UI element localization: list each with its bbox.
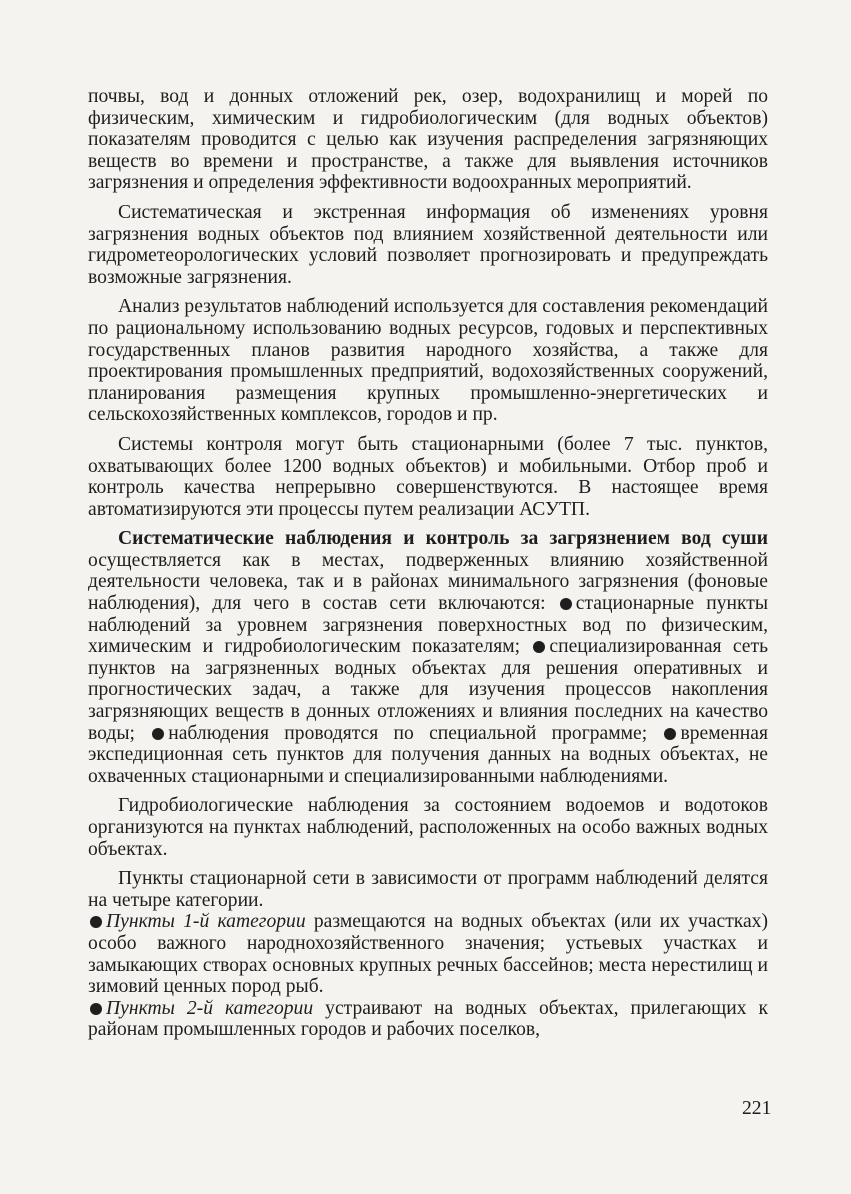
body-text: [88, 86, 768, 1041]
bullet-icon: [664, 728, 676, 740]
text-span: стационарные пункты наблюдений за уровнем загрязнения поверхностных вод по физическим, химическим и гидробиологическим показателям;: [88, 593, 768, 658]
text-span: осуществляется как в местах, подверженных влиянию хозяйственной деятельности человека, так и в районах минимального загрязнения (фоновые наблюдения), для чего в состав сети включаются:: [88, 549, 768, 615]
paragraph-9: [88, 998, 768, 1041]
paragraph-6: Гидробиологические наблюдения за состоянием водоемов и водотоков организуются на пунктах наблюдений, расположенных на особо важных водных объектах.: [88, 795, 768, 860]
bullet-icon: [533, 641, 545, 653]
paragraph-3: Анализ результатов наблюдений используется для составления рекомендаций по рациональному использованию водных ресурсов, годовых и перспективных государственных планов развития народного хозяйства, а также для проектирования промышленных предприятий, водохозяйственных сооружений, планирования размещения крупных промышленно-энергетических и сельскохозяйственных комплексов, городов и пр.: [88, 296, 768, 426]
text-span: наблюдения проводятся по специальной программе;: [168, 722, 663, 744]
paragraph-2: Систематическая и экстренная информация об изменениях уровня загрязнения водных объектов под влиянием хозяйственной деятельности или гидрометеорологических условий позволяет прогнозировать и предупреждать возможные загрязнения.: [88, 201, 768, 288]
text-span: специализированная сеть пунктов на загрязненных водных объектах для решения оперативных и прогностических задач, а также для изучения процессов накопления загрязняющих веществ в донных отложениях и влияния последних на качество воды;: [88, 636, 769, 744]
bullet-icon: [90, 1003, 102, 1015]
category-label: Пункты 1-й категории: [106, 911, 306, 933]
bullet-icon: [90, 916, 102, 928]
text-span: устраивают на водных объектах, прилегающих к районам промышленных городов и рабочих поселков,: [88, 997, 769, 1041]
paragraph-4: Системы контроля могут быть стационарными (более 7 тыс. пунктов, охватывающих более 1200 водных объектов) и мобильными. Отбор проб и контроль качества непрерывно совершенствуются. В настоящее время автоматизируются эти процессы путем реализации АСУТП.: [88, 433, 768, 520]
bullet-icon: [560, 598, 572, 610]
paragraph-1: почвы, вод и донных отложений рек, озер, водохранилищ и морей по физическим, химическим и гидробиологическим (для водных объектов) показателям проводится с целью как изучения распределения загрязняющих веществ во времени и пространстве, а также для выявления источников загрязнения и определения эффективности водоохранных мероприятий.: [88, 86, 768, 194]
paragraph-7: Пункты стационарной сети в зависимости от программ наблюдений делятся на четыре категории.: [88, 868, 768, 911]
text-span: размещаются на водных объектах (или их участках) особо важного народнохозяйственного значения; устьевых участках и замыкающих створах основных крупных речных бассейнов; места нерестилищ и зимовий ценных пород рыб.: [88, 911, 768, 998]
category-label: Пункты 2-й категории: [106, 997, 314, 1019]
text-span: временная экспедиционная сеть пунктов для получения данных на водных объектах, не охваченных стационарными и специализированными наблюдениями.: [88, 722, 769, 787]
bullet-icon: [152, 728, 164, 740]
paragraph-5: [88, 528, 768, 787]
page-number: 221: [742, 1098, 772, 1119]
bold-heading: Систематические наблюдения и контроль за загрязнением вод суши: [118, 528, 768, 550]
paragraph-8: [88, 911, 768, 997]
